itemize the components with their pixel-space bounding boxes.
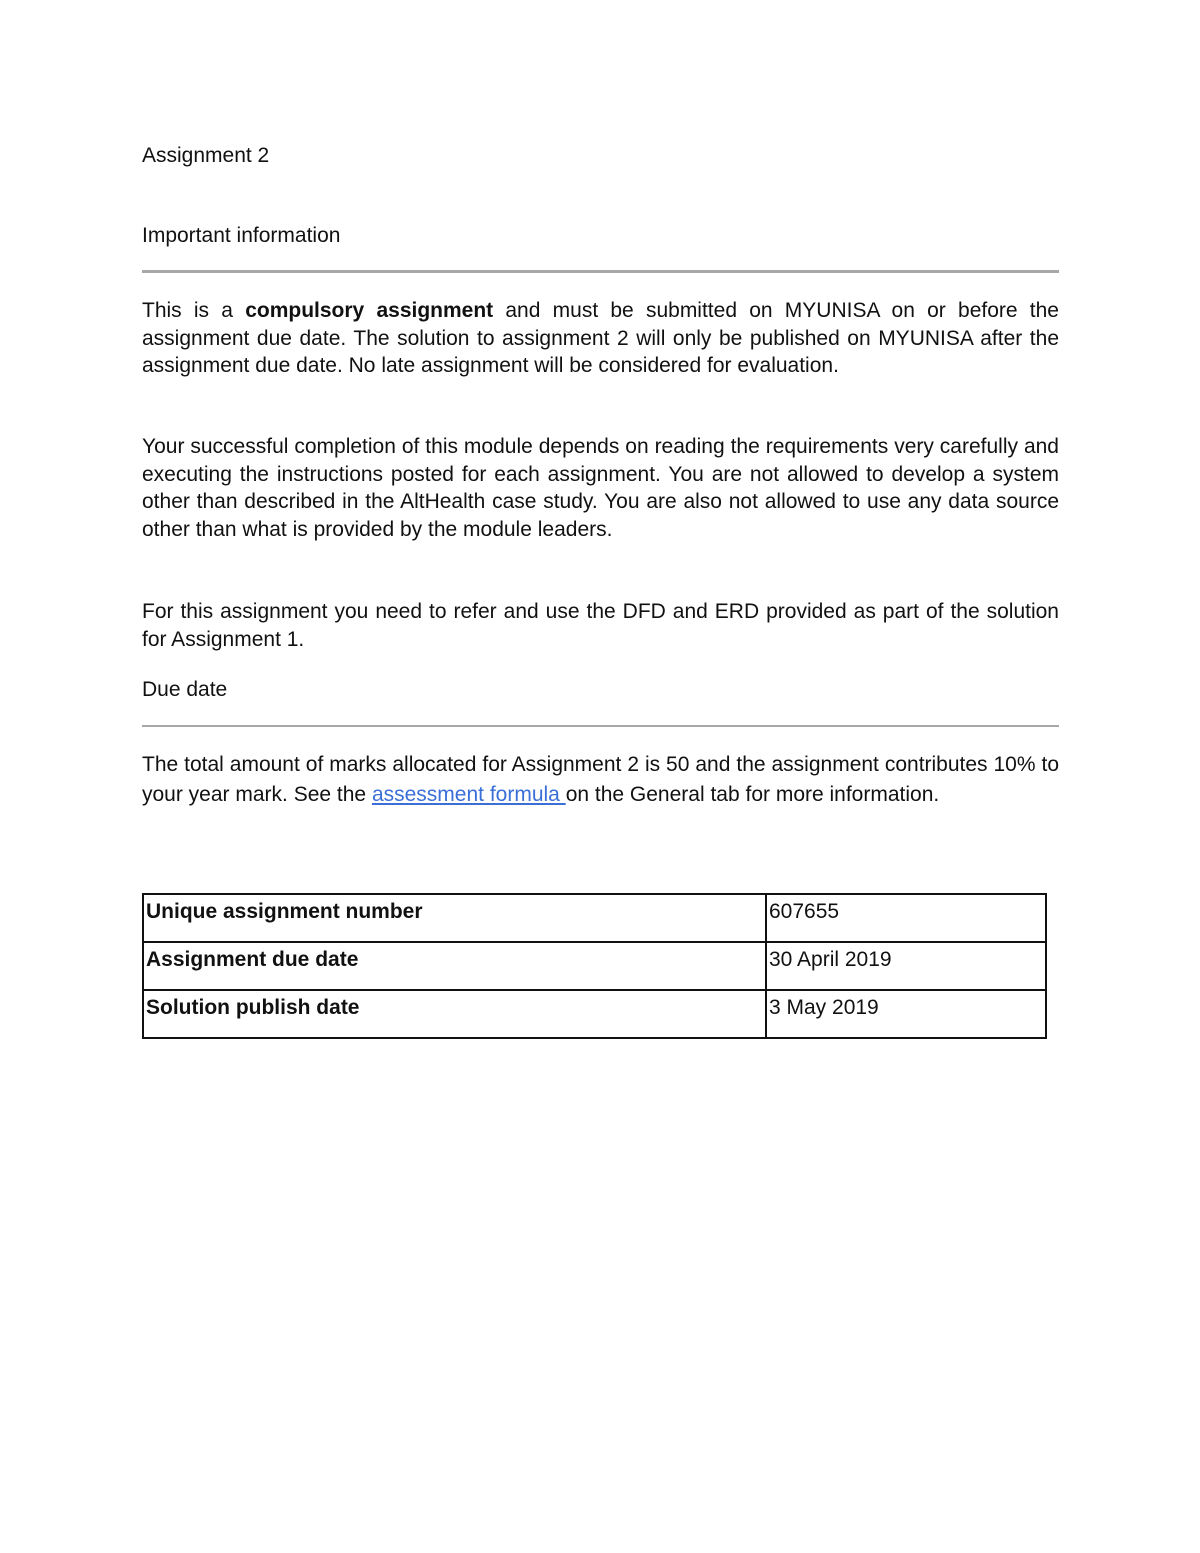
dfd-erd-paragraph: For this assignment you need to refer and use the DFD and ERD provided as part of the solution for Assignment 1. xyxy=(142,600,1059,651)
table-row xyxy=(143,990,1046,1038)
important-information-heading: Important information xyxy=(142,224,341,247)
assessment-formula-link[interactable]: assessment formula xyxy=(371,782,566,806)
marks-paragraph-suffix: on the General tab for more information. xyxy=(565,782,940,806)
table-row xyxy=(143,894,1046,942)
assignment-info-table xyxy=(142,893,1047,1039)
table-cell-value: 30 April 2019 xyxy=(766,942,1046,990)
table-cell-value: 607655 xyxy=(766,894,1046,942)
requirements-paragraph: Your successful completion of this module depends on reading the requirements very carefully and executing the instructions posted for each assignment. You are not allowed to develop a system other than described in the AltHealth case study. You are also not allowed to use any data source other than what is provided by the module leaders. xyxy=(142,435,1059,541)
compulsory-paragraph xyxy=(142,297,1059,380)
due-date-heading: Due date xyxy=(142,678,228,701)
table-cell-label: Solution publish date xyxy=(143,990,766,1038)
compulsory-assignment-emphasis: compulsory assignment xyxy=(245,299,494,322)
important-information-divider xyxy=(142,270,1059,273)
due-date-divider xyxy=(142,725,1059,727)
marks-paragraph xyxy=(142,750,1059,809)
table-row xyxy=(143,942,1046,990)
marks-paragraph-prefix: The total amount of marks allocated for Assignment 2 is 50 and the assignment contributes 10% to your year mark. See the xyxy=(142,753,1059,806)
table-cell-value: 3 May 2019 xyxy=(766,990,1046,1038)
compulsory-paragraph-prefix: This is a xyxy=(142,299,246,322)
table-cell-label: Unique assignment number xyxy=(143,894,766,942)
document-title: Assignment 2 xyxy=(142,144,270,167)
compulsory-paragraph-suffix: and must be submitted on MYUNISA on or before the assignment due date. The solution to assignment 2 will only be published on MYUNISA after the assignment due date. No late assignment will be considered for evaluation. xyxy=(142,299,1059,377)
table-cell-label: Assignment due date xyxy=(143,942,766,990)
